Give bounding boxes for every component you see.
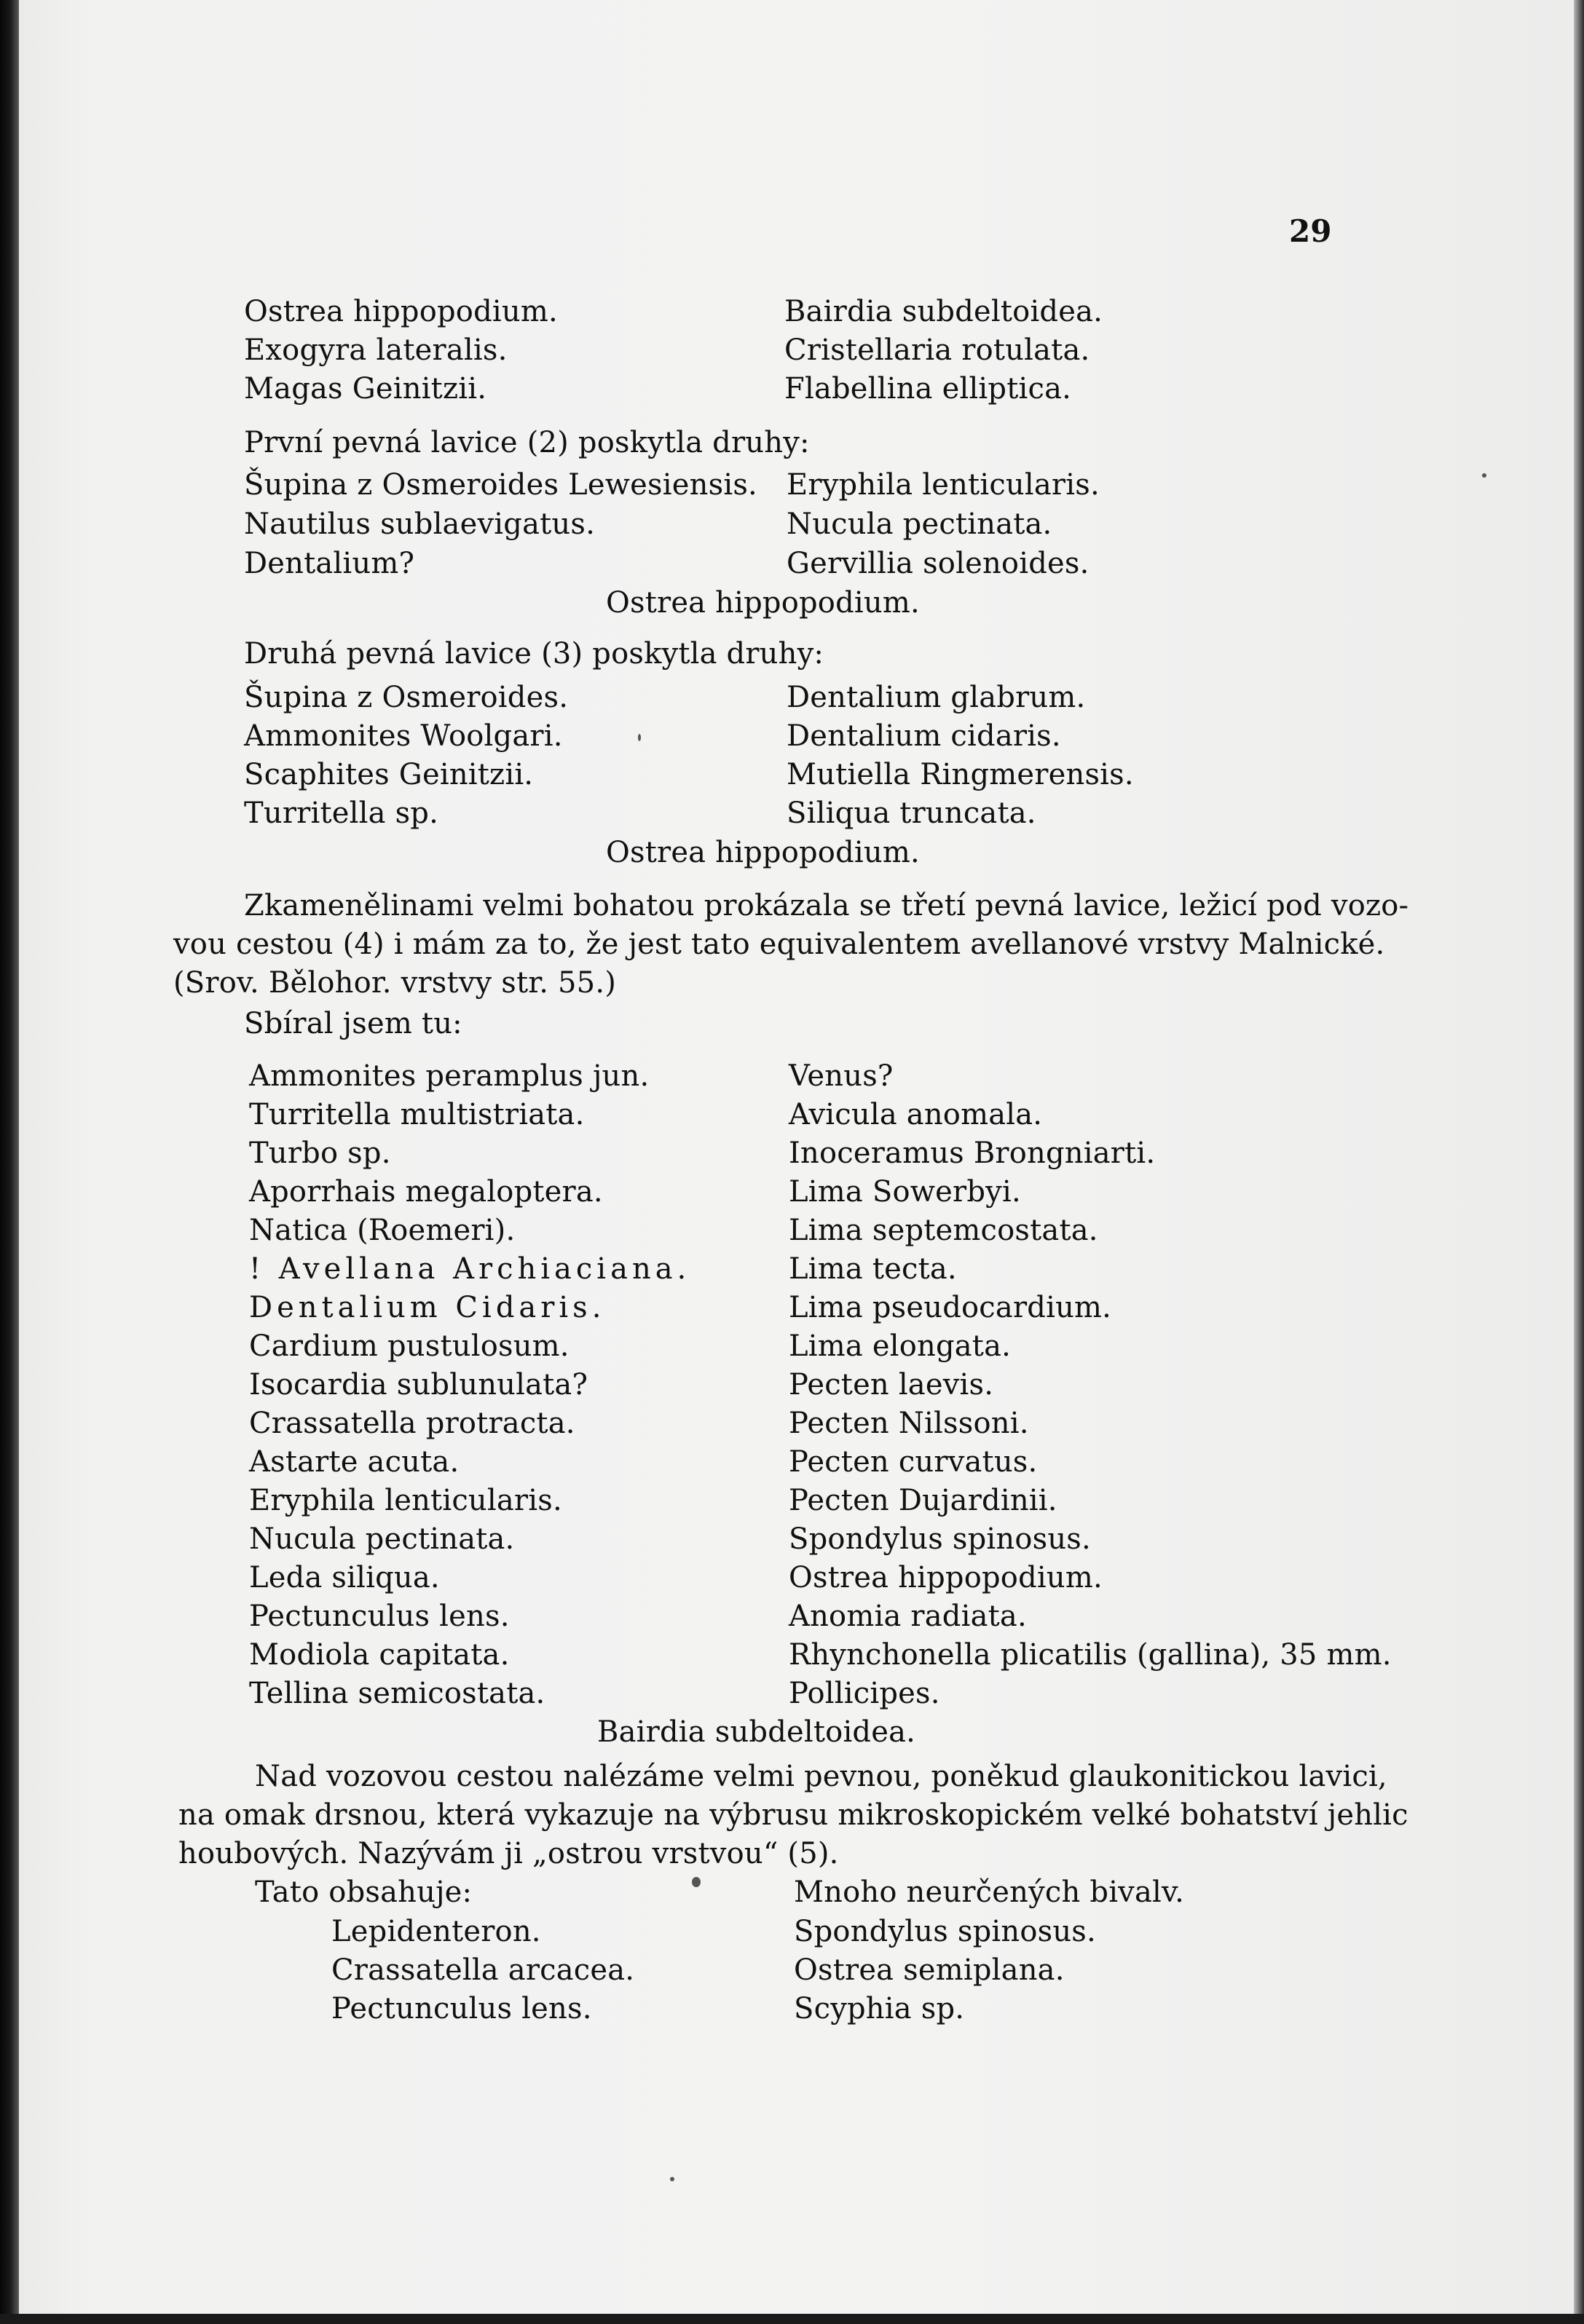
page-left-edge [0,0,19,2324]
species-name: Eryphila lenticularis. [249,1484,562,1517]
species-name: Modiola capitata. [249,1638,510,1672]
species-name: Spondylus spinosus. [789,1522,1091,1556]
species-name: Nautilus sublaevigatus. [244,507,596,541]
paragraph-line: houbových. Nazývám ji „ostrou vrstvou“ (5). [178,1837,839,1870]
species-name: Mutiella Ringmerensis. [787,758,1134,791]
paragraph-line: vou cestou (4) i mám za to, že jest tato equivalentem avellanové vrstvy Malnické. [173,928,1385,961]
species-name-centered: Ostrea hippopodium. [606,586,920,620]
species-name: Dentalium? [244,547,415,580]
species-name: Nucula pectinata. [249,1522,515,1556]
paragraph-line: (Srov. Bělohor. vrstvy str. 55.) [173,966,617,1000]
species-name: Pollicipes. [789,1677,940,1710]
species-name: Pecten Dujardinii. [789,1484,1057,1517]
species-name: Scyphia sp. [794,1992,965,2025]
species-name: Cardium pustulosum. [249,1329,570,1363]
species-name: Avicula anomala. [789,1098,1043,1131]
paragraph-line: Sbíral jsem tu: [244,1007,462,1040]
species-name: Spondylus spinosus. [794,1915,1096,1948]
species-name: Tellina semicostata. [249,1677,545,1710]
species-name-emphasized: ! Avellana Archiaciana. [249,1252,691,1286]
species-name: Gervillia solenoides. [787,547,1090,580]
species-name: Isocardia sublunulata? [249,1368,588,1402]
species-name-emphasized: Dentalium Cidaris. [249,1291,606,1324]
species-name: Pectunculus lens. [249,1600,510,1633]
paragraph-line: na omak drsnou, která vykazuje na výbrusu mikroskopickém velké bohatství jehlic [178,1798,1408,1832]
section-heading: První pevná lavice (2) poskytla druhy: [244,426,810,459]
page-bottom-edge [0,2314,1584,2324]
species-name: Venus? [789,1059,894,1093]
species-name-centered: Bairdia subdeltoidea. [597,1715,916,1749]
species-name: Dentalium glabrum. [787,681,1086,714]
section-heading: Druhá pevná lavice (3) poskytla druhy: [244,637,824,671]
species-name: Aporrhais megaloptera. [249,1175,603,1209]
species-name: Rhynchonella plicatilis (gallina), 35 mm. [789,1638,1392,1672]
species-name: Ammonites peramplus jun. [249,1059,650,1093]
species-name: Lima pseudocardium. [789,1291,1112,1324]
species-name: Magas Geinitzii. [244,372,487,406]
species-name: Pectunculus lens. [331,1992,592,2025]
species-name: Ostrea hippopodium. [789,1561,1103,1594]
species-name: Pecten Nilssoni. [789,1407,1029,1440]
page-number: 29 [1289,213,1332,249]
species-name: Lima septemcostata. [789,1214,1098,1247]
species-name: Pecten laevis. [789,1368,994,1402]
species-name: Crassatella arcacea. [331,1953,635,1987]
species-name: Bairdia subdeltoidea. [784,295,1103,328]
species-name: Šupina z Osmeroides. [244,681,569,714]
species-name: Šupina z Osmeroides Lewesiensis. [244,468,757,502]
paragraph-line: Zkamenělinami velmi bohatou prokázala se třetí pevná lavice, ležicí pod vozo- [244,889,1409,922]
species-name: Astarte acuta. [249,1445,460,1479]
print-speck [638,734,641,741]
page-right-edge [1574,0,1584,2324]
species-name: Turritella multistriata. [249,1098,585,1131]
species-name: Turbo sp. [249,1137,391,1170]
species-name: Mnoho neurčených bivalv. [794,1876,1184,1909]
species-name: Leda siliqua. [249,1561,440,1594]
species-name: Lima tecta. [789,1252,957,1286]
species-name: Turritella sp. [244,797,439,830]
species-name: Ostrea semiplana. [794,1953,1065,1987]
species-name: Nucula pectinata. [787,507,1052,541]
species-name: Natica (Roemeri). [249,1214,516,1247]
species-name: Exogyra lateralis. [244,333,508,367]
species-name: Anomia radiata. [789,1600,1027,1633]
paragraph-line: Nad vozovou cestou nalézáme velmi pevnou, poněkud glaukonitickou lavici, [255,1760,1387,1793]
species-name: Lima elongata. [789,1329,1012,1363]
species-name: Inoceramus Brongniarti. [789,1137,1156,1170]
print-speck [670,2177,674,2181]
print-speck [692,1877,701,1887]
species-name: Flabellina elliptica. [784,372,1072,406]
print-speck [1482,473,1486,478]
species-name: Siliqua truncata. [787,797,1036,830]
species-name: Lepidenteron. [331,1915,541,1948]
species-name: Eryphila lenticularis. [787,468,1100,502]
species-name: Ammonites Woolgari. [244,719,563,753]
species-name: Pecten curvatus. [789,1445,1038,1479]
species-name-centered: Ostrea hippopodium. [606,836,920,869]
species-name: Crassatella protracta. [249,1407,575,1440]
species-name: Scaphites Geinitzii. [244,758,534,791]
species-name: Dentalium cidaris. [787,719,1061,753]
species-name: Lima Sowerbyi. [789,1175,1021,1209]
section-heading: Tato obsahuje: [255,1876,473,1909]
species-name: Cristellaria rotulata. [784,333,1090,367]
species-name: Ostrea hippopodium. [244,295,558,328]
